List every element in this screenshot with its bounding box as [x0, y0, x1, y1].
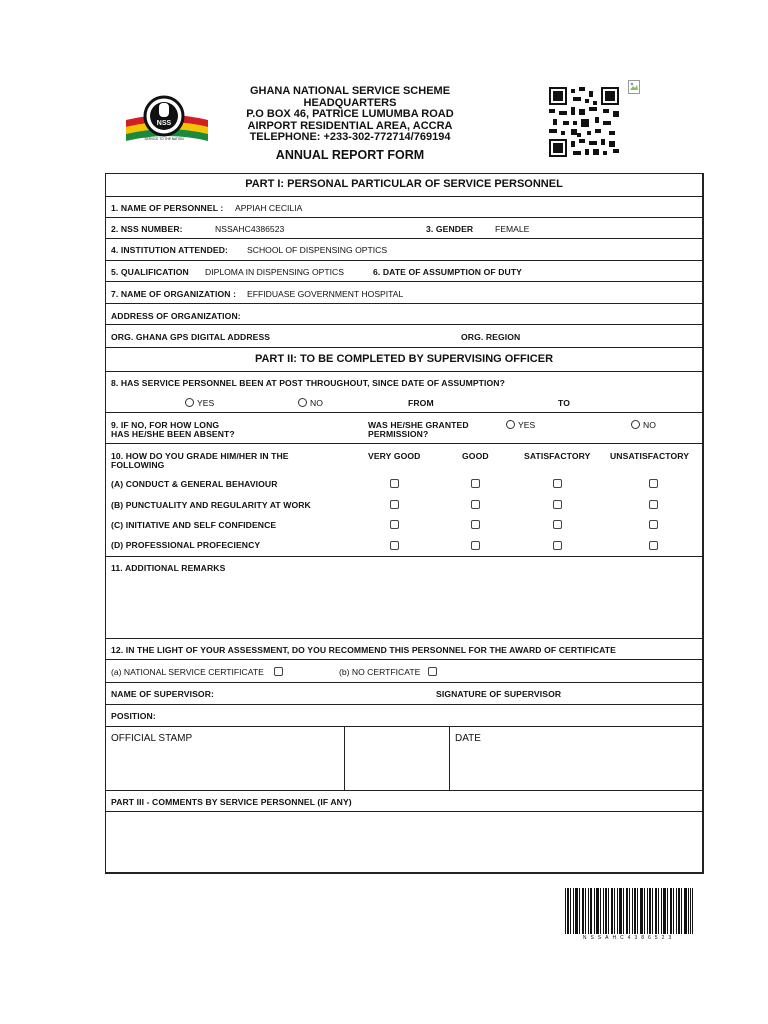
q9-label-1: 9. IF NO, FOR HOW LONG: [111, 420, 220, 430]
broken-image-icon: [628, 80, 640, 94]
punctuality-very-good-checkbox[interactable]: [390, 500, 399, 509]
date-box[interactable]: [449, 726, 703, 791]
supervisor-signature-label: SIGNATURE OF SUPERVISOR: [436, 689, 562, 699]
granted-label-1: WAS HE/SHE GRANTED: [368, 420, 469, 430]
punctuality-satisfactory-checkbox[interactable]: [553, 500, 562, 509]
barcode-text: NSSAHC4386523: [582, 935, 676, 941]
address-label: ADDRESS OF ORGANIZATION:: [111, 311, 241, 321]
stamp-spacer-box: [344, 726, 450, 791]
org-address-2: AIRPORT RESIDENTIAL AREA, ACCRA: [247, 119, 453, 132]
q9-label-2: HAS HE/SHE BEEN ABSENT?: [111, 429, 235, 439]
q8-label: 8. HAS SERVICE PERSONNEL BEEN AT POST THROUGHOUT, SINCE DATE OF ASSUMPTION?: [111, 378, 505, 388]
q8-no-radio[interactable]: [298, 398, 307, 407]
initiative-good-checkbox[interactable]: [471, 520, 480, 529]
qualification-label: 5. QUALIFICATION: [111, 267, 189, 277]
grade-header-very-good: VERY GOOD: [368, 451, 421, 461]
proficiency-very-good-checkbox[interactable]: [390, 541, 399, 550]
granted-label-2: PERMISSION?: [368, 429, 429, 439]
nss-logo: [124, 94, 210, 156]
q9-yes-label: YES: [518, 420, 536, 430]
name-label: 1. NAME OF PERSONNEL :: [111, 203, 224, 213]
punctuality-good-checkbox[interactable]: [471, 500, 480, 509]
region-label: ORG. REGION: [461, 332, 521, 342]
qr-code: [549, 87, 619, 157]
org-telephone: TELEPHONE: +233-302-772714/769194: [249, 131, 451, 143]
punctuality-unsatisfactory-checkbox[interactable]: [649, 500, 658, 509]
proficiency-unsatisfactory-checkbox[interactable]: [649, 541, 658, 550]
q8-yes-radio[interactable]: [185, 398, 194, 407]
form-title: ANNUAL REPORT FORM: [275, 147, 425, 162]
grade-header-unsatisfactory: UNSATISFACTORY: [610, 451, 690, 461]
gender-label: 3. GENDER: [426, 224, 474, 234]
date-label: DATE: [455, 733, 481, 744]
conduct-unsatisfactory-checkbox[interactable]: [649, 479, 658, 488]
official-stamp-label: OFFICIAL STAMP: [111, 733, 193, 744]
institution-label: 4. INSTITUTION ATTENDED:: [111, 245, 228, 255]
part2-title: PART II: TO BE COMPLETED BY SUPERVISING OFFICER: [254, 353, 554, 365]
initiative-satisfactory-checkbox[interactable]: [553, 520, 562, 529]
form-header: [200, 86, 500, 161]
conduct-good-checkbox[interactable]: [471, 479, 480, 488]
cert-b-label: (b) NO CERTFICATE: [339, 667, 421, 677]
part3-title: PART III - COMMENTS BY SERVICE PERSONNEL (IF ANY): [111, 797, 352, 807]
row-position: [105, 704, 703, 727]
cert-a-checkbox[interactable]: [274, 667, 283, 676]
nss-label: 2. NSS NUMBER:: [111, 224, 183, 234]
criterion-initiative: (C) INITIATIVE AND SELF CONFIDENCE: [111, 520, 277, 530]
qualification-value[interactable]: DIPLOMA IN DISPENSING OPTICS: [205, 267, 344, 277]
org-address-1: P.O BOX 46, PATRICE LUMUMBA ROAD: [246, 108, 454, 120]
part1-title: PART I: PERSONAL PARTICULAR OF SERVICE PERSONNEL: [245, 178, 563, 190]
supervisor-name-label: NAME OF SUPERVISOR:: [111, 689, 214, 699]
gps-label: ORG. GHANA GPS DIGITAL ADDRESS: [111, 332, 271, 342]
initiative-unsatisfactory-checkbox[interactable]: [649, 520, 658, 529]
q9-yes-radio[interactable]: [506, 420, 515, 429]
position-label: POSITION:: [111, 711, 156, 721]
q9-no-radio[interactable]: [631, 420, 640, 429]
criterion-proficiency: (D) PROFESSIONAL PROFECIENCY: [111, 540, 261, 550]
to-label: TO: [558, 398, 570, 408]
proficiency-satisfactory-checkbox[interactable]: [553, 541, 562, 550]
name-value[interactable]: APPIAH CECILIA: [235, 203, 303, 213]
conduct-very-good-checkbox[interactable]: [390, 479, 399, 488]
conduct-satisfactory-checkbox[interactable]: [553, 479, 562, 488]
organization-value[interactable]: EFFIDUASE GOVERNMENT HOSPITAL: [247, 289, 404, 299]
q12-label: 12. IN THE LIGHT OF YOUR ASSESSMENT, DO YOU RECOMMEND THIS PERSONNEL FOR THE AWARD OF CERTIFICATE: [111, 645, 616, 655]
q10-label-2: FOLLOWING: [111, 460, 165, 470]
nss-value[interactable]: NSSAHC4386523: [215, 224, 285, 234]
barcode: [565, 888, 693, 934]
grade-header-good: GOOD: [462, 451, 489, 461]
proficiency-good-checkbox[interactable]: [471, 541, 480, 550]
q10-label-1: 10. HOW DO YOU GRADE HIM/HER IN THE: [111, 451, 289, 461]
q9-no-label: NO: [643, 420, 656, 430]
logo-text: NSS: [156, 120, 172, 127]
row-nss: [105, 217, 703, 239]
institution-value[interactable]: SCHOOL OF DISPENSING OPTICS: [247, 245, 388, 255]
comments-box[interactable]: [105, 811, 703, 873]
assumption-label: 6. DATE OF ASSUMPTION OF DUTY: [373, 267, 522, 277]
initiative-very-good-checkbox[interactable]: [390, 520, 399, 529]
organization-label: 7. NAME OF ORGANIZATION :: [111, 289, 237, 299]
gender-value[interactable]: FEMALE: [495, 224, 530, 234]
criterion-punctuality: (B) PUNCTUALITY AND REGULARITY AT WORK: [111, 500, 311, 510]
annual-report-form: [105, 173, 704, 874]
q8-yes-label: YES: [197, 398, 215, 408]
org-hq: HEADQUARTERS: [303, 96, 397, 109]
logo-motto: SERVICE TO THE NATION: [144, 137, 184, 141]
remarks-label: 11. ADDITIONAL REMARKS: [111, 563, 226, 573]
from-label: FROM: [408, 398, 434, 408]
grade-header-satisfactory: SATISFACTORY: [524, 451, 591, 461]
q8-no-label: NO: [310, 398, 323, 408]
cert-b-checkbox[interactable]: [428, 667, 437, 676]
criterion-conduct: (A) CONDUCT & GENERAL BEHAVIOUR: [111, 479, 278, 489]
cert-a-label: (a) NATIONAL SERVICE CERTIFICATE: [111, 667, 264, 677]
org-name: GHANA NATIONAL SERVICE SCHEME: [249, 85, 451, 97]
